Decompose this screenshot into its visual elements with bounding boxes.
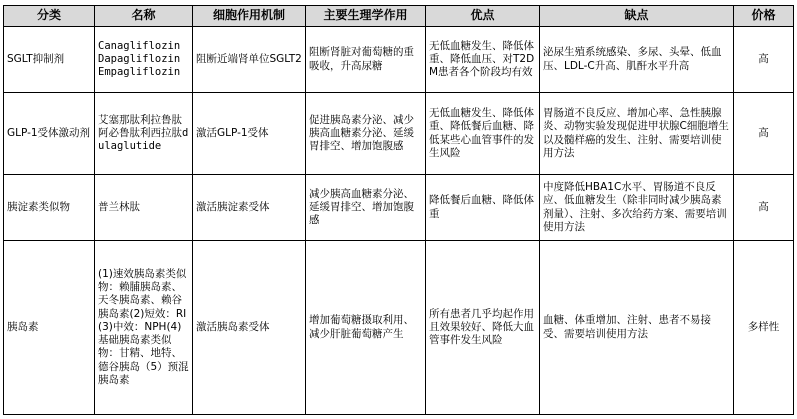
cell-name: 艾塞那肽利拉鲁肽阿必鲁肽利西拉肽dulaglutide	[95, 93, 193, 175]
header-category: 分类	[4, 6, 95, 27]
header-price: 价格	[734, 6, 794, 27]
cell-mechanism: 激活胰岛素受体	[193, 241, 306, 415]
cell-mechanism: 阻断近端肾单位SGLT2	[193, 27, 306, 93]
header-cons: 缺点	[540, 6, 734, 27]
cell-category: 胰淀素类似物	[4, 175, 95, 241]
cell-pros: 无低血糖发生、降低体重、降低餐后血糖、降低某些心血管事件的发生风险	[426, 93, 540, 175]
header-effect: 主要生理学作用	[306, 6, 426, 27]
cell-category: 胰岛素	[4, 241, 95, 415]
cell-effect: 减少胰高血糖素分泌、延缓胃排空、增加饱腹感	[306, 175, 426, 241]
cell-price: 多样性	[734, 241, 794, 415]
table-row	[4, 175, 794, 241]
header-mechanism: 细胞作用机制	[193, 6, 306, 27]
cell-price: 高	[734, 27, 794, 93]
cell-effect: 增加葡萄糖摄取利用、减少肝脏葡萄糖产生	[306, 241, 426, 415]
table-row	[4, 93, 794, 175]
header-name: 名称	[95, 6, 193, 27]
cell-pros: 无低血糖发生、降低体重、降低血压、对T2DM患者各个阶段均有效	[426, 27, 540, 93]
table-body	[4, 27, 794, 415]
cell-pros: 降低餐后血糖、降低体重	[426, 175, 540, 241]
cell-effect: 阻断肾脏对葡萄糖的重吸收，升高尿糖	[306, 27, 426, 93]
cell-pros: 所有患者几乎均起作用且效果较好、降低大血管事件发生风险	[426, 241, 540, 415]
cell-mechanism: 激活GLP-1受体	[193, 93, 306, 175]
cell-cons: 血糖、体重增加、注射、患者不易接受、需要培训使用方法	[540, 241, 734, 415]
cell-name: 普兰林肽	[95, 175, 193, 241]
header-pros: 优点	[426, 6, 540, 27]
cell-cons: 泌尿生殖系统感染、多尿、头晕、低血压、LDL-C升高、肌酐水平升高	[540, 27, 734, 93]
cell-name: (1)速效胰岛素类似物：赖脯胰岛素、天冬胰岛素、赖谷胰岛素(2)短效：RI(3)中效：NPH(4)基础胰岛素类似物：甘精、地特、德谷胰岛（5）预混胰岛素	[95, 241, 193, 415]
table-header	[4, 6, 794, 27]
cell-cons: 中度降低HBA1C水平、胃肠道不良反应、低血糖发生（除非同时减少胰岛素剂量）、注射、多次给药方案、需要培训使用方法	[540, 175, 734, 241]
table-row	[4, 27, 794, 93]
cell-effect: 促进胰岛素分泌、减少胰高血糖素分泌、延缓胃排空、增加饱腹感	[306, 93, 426, 175]
drug-comparison-table	[3, 5, 794, 415]
cell-price: 高	[734, 93, 794, 175]
cell-price: 高	[734, 175, 794, 241]
cell-category: SGLT抑制剂	[4, 27, 95, 93]
header-row	[4, 6, 794, 27]
cell-mechanism: 激活胰淀素受体	[193, 175, 306, 241]
cell-cons: 胃肠道不良反应、增加心率、急性胰腺炎、动物实验发现促进甲状腺C细胞增生以及髓样癌的发生、注射、需要培训使用方法	[540, 93, 734, 175]
cell-name: Canagliflozin Dapagliflozin Empagliflozin	[95, 27, 193, 93]
cell-category: GLP-1受体激动剂	[4, 93, 95, 175]
table-row	[4, 241, 794, 415]
